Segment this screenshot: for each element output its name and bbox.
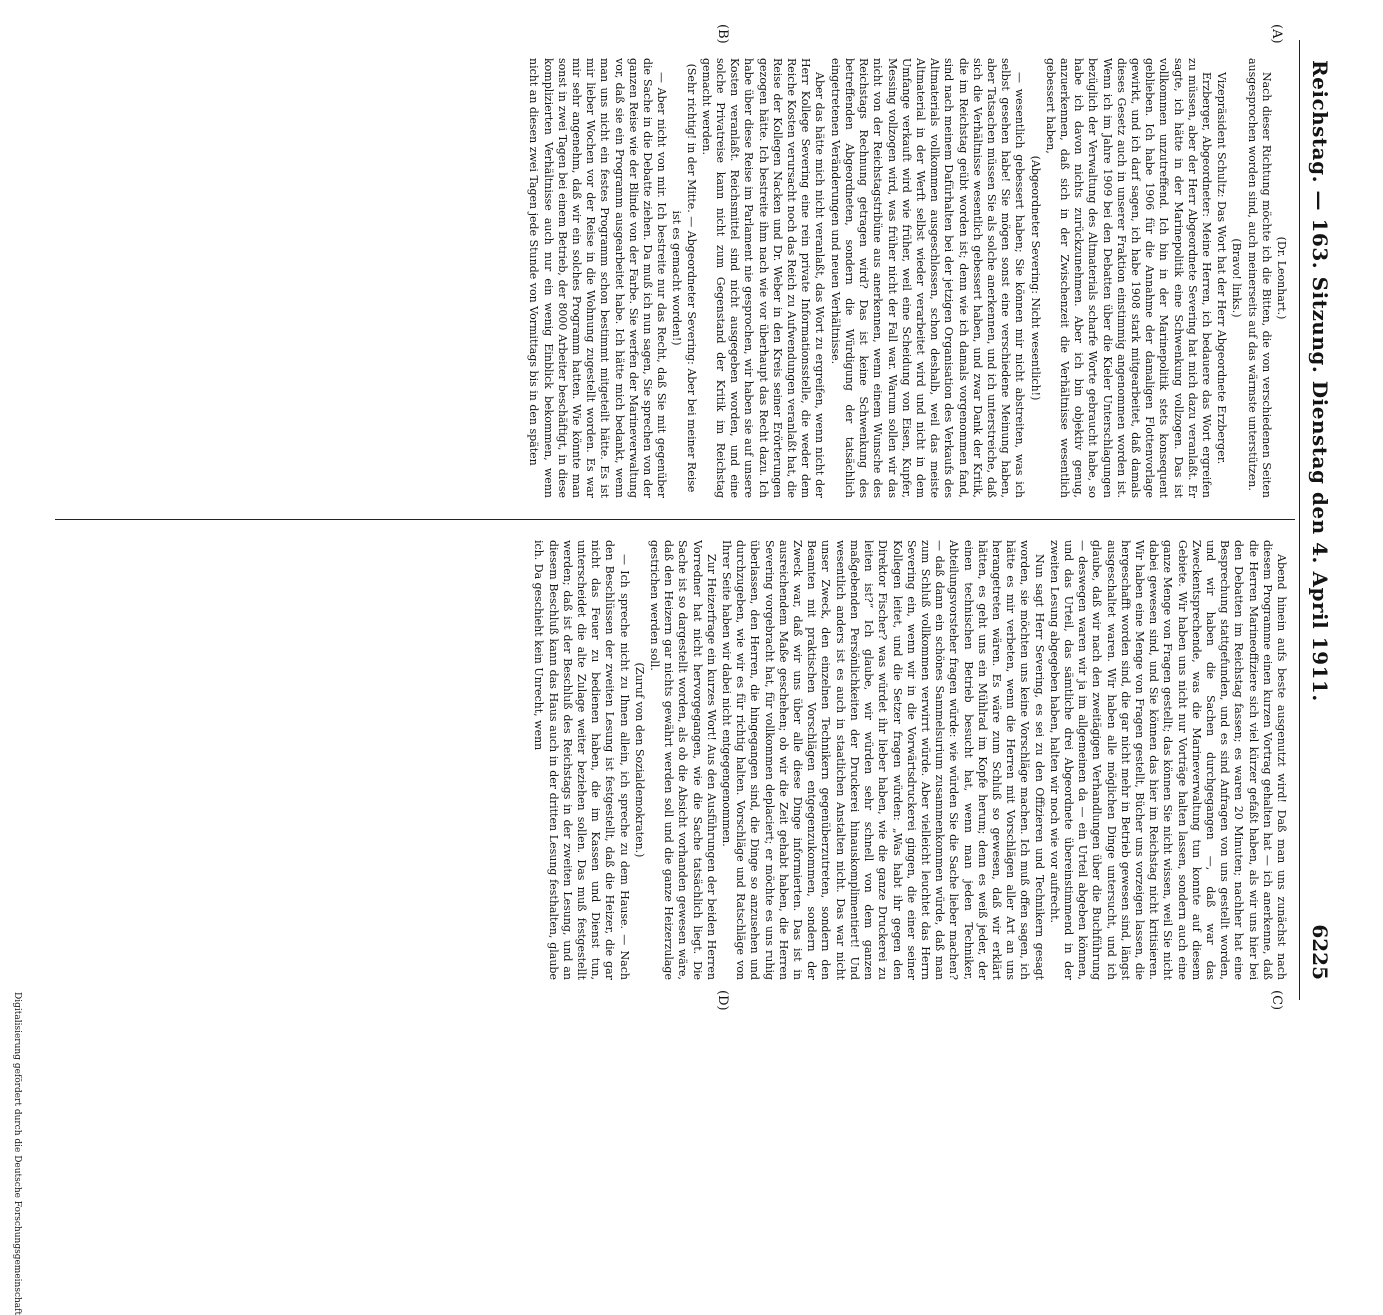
interjection: (Bravo! links.): [1230, 238, 1244, 318]
speaker-reference: (Dr. Leonhart.): [1275, 236, 1288, 320]
paragraph: Zur Heizerfrage ein kurzes Wort! Aus den Ausführungen der beiden Herren Vorredner hat nicht hervorgegangen, wie die Sache tatsächlich liegt. Die Sache ist so dargestellt worden, als ob die Absicht vorhanden gewesen wäre, daß den Heizern gar nichts gewährt werden soll und die ganze Heizerzulage gestrichen werden soll.: [648, 540, 718, 980]
paragraph: Abend hinein aufs beste ausgenutzt wird! Daß man uns zunächst nach diesem Programme einen kurzen Vortrag gehalten hat — ich anerkenne, daß die Herren Marineoffiziere sich viel kürzer gefaßt haben, als wir uns hier bei den Debatten im Reichstag fassen; es waren 20 Minuten; nachher hat eine Besprechung stattgefunden, und es sind Anfragen von uns gestellt worden, und wir haben die Sachen durchgegangen —, daß war das Zweckentsprechende, was die Marineverwaltung tun konnte auf diesem Gebiete. Wir haben uns nicht nur Vorträge halten lassen, sondern auch eine ganze Menge von Fragen gestellt; das können Sie nicht wissen, weil Sie nicht dabei gewesen sind, und Sie können das hier im Reichstag nicht kritisieren. Wir haben eine Menge von Fragen gestellt, Bücher uns vorzeigen lassen, die hergeschafft worden sind, die gar nicht mehr in Betrieb gewesen sind, längst ausgeschaltet waren. Wir haben alle möglichen Dinge untersucht, und ich glaube, daß wir nach den zweitägigen Verhandlungen über die Buchführung — deswegen waren wir ja im allgemeinen da — ein Urteil abgeben können, und das Urteil, das sämtliche drei Abgeordnete übereinstimmend in der zweiten Lesung abgegeben haben, halten wir noch wie vor aufrecht.: [1047, 540, 1288, 980]
margin-marker-d: (D): [715, 990, 730, 1011]
interjection: (Sehr richtig! in der Mitte. — Abgeordneter Severing: Aber bei meiner Reise ist es gemacht worden!): [670, 63, 698, 493]
page-header: [1300, 40, 1340, 1000]
paragraph: Erzberger, Abgeordneter: Meine Herren, ich bedauere das Wort ergreifen zu müssen, aber der Herr Abgeordnete Severing hat mich dazu veranlaßt. Er sagte, ich hätte in der Marinepolitik eine Schwenkung vollzogen. Das ist vollkommen unzutreffend. Ich bin in der Marinepolitik stets konsequent geblieben. Ich habe 1906 für die Annahme der damaligen Flottenvorlage gewirkt, und ich darf sagen, ich habe 1908 stark mitgearbeitet, daß damals dieses Gesetz auch in unserer Fraktion einstimmig angenommen worden ist. Wenn ich im Jahre 1909 bei den Debatten über die Kieler Unterschlagungen bezüglich der Verwaltung des Altmaterials scharfe Worte gebraucht habe, so habe ich davon nichts zurückzunehmen. Aber ich bin objektiv genug, anzuerkennen, daß sich in der Zwischenzeit die Verhältnisse wesentlich gebessert haben,: [1043, 58, 1213, 498]
paragraph: — wesentlich gebessert haben; Sie können mir nicht abstreiten, was ich selbst gesehen habe! Sie mögen sonst eine verschiedene Meinung haben, aber Tatsachen müssen Sie als solche anerkennen, und ich unterstreiche, daß sich die Verhältnisse wesentlich gebessert haben, und zwar Dank der Kritik, die im Reichstag geübt worden ist; denn wie ich damals vorgenommen fand, sind nach meinem Dafürhalten bei der jetzigen Organisation des Verkaufs des Altmaterials vollkommen ausgeschlossen, schon deshalb, weil das meiste Altmaterial in der Werft selbst wieder verarbeitet wird und nicht in dem Umfange verkauft wird wie früher, weil eine Scheidung von Eisen, Kupfer, Messing vollzogen wird, was früher nicht der Fall war. Warum sollen wir das nicht von der Reichstagstribüne aus anerkennen, wenn einem Wunsche des Reichstags Rechnung getragen wird? Das ist keine Schwenkung des betreffenden Abgeordneten, sondern die Würdigung der tatsächlich eingetretenen Veränderungen und neuen Verhältnisse.: [828, 58, 1027, 498]
page-number: 6225: [1308, 924, 1332, 980]
paragraph: — Ich spreche nicht zu Ihnen allein, ich spreche zu dem Hause. — Nach den Beschlüssen der zweiten Lesung ist festgestellt, daß die Heizer, die gar nicht das Feuer zu bedienen haben, die im Kassen und Dienst tun, unterscheidet die alte Zulage weiter beziehen sollen. Das muß festgestellt werden; daß ist der Beschluß des Reichstags in der zweiten Lesung, und an diesem Beschluß kann das Haus auch in der dritten Lesung festhalten, glaube ich. Da geschieht kein Unrecht, wenn: [532, 540, 631, 980]
paragraph: Aber das hätte mich nicht veranlaßt, das Wort zu ergreifen, wenn nicht der Herr Kollege Severing eine rein private Informationsstelle, die weder dem Reiche Kosten verursacht noch das Reich zu Aufwendungen veranlaßt hat, die Reise der Kollegen Nacken und Dr. Weber in den Kreis seiner Erörterungen gezogen hätte. Ich bestreite ihm nach wie vor überhaupt das Recht dazu. Ich habe über diese Reise im Parlament nie gesprochen, wir haben sie auf unsere Kosten veranlaßt. Reichsmittel sind nicht ausgegeben worden, und eine solche Privatreise kann nicht zum Gegenstand der Kritik im Reichstag gemacht werden.: [699, 58, 827, 498]
paragraph: Nach dieser Richtung möchte ich die Bitten, die von verschiedenen Seiten ausgesprochen worden sind, auch meinerseits auf das wärmste unterstützen.: [1245, 58, 1273, 498]
left-column: [52, 58, 1288, 498]
paragraph: Nun sagt Herr Severing, es sei zu den Offizieren und Technikern gesagt worden, sie möchten uns keine Vorschläge machen. Ich muß offen sagen, ich hätte es mir verbeten, wenn die Herren mit Vorschlägen aller Art an uns herangetreten wären. Es wäre zum Schluß so gewesen, daß wir erklärt hätten, es geht uns ein Mühlrad im Kopfe herum; denn es weiß jeder, der einen technischen Betrieb besucht hat, wenn man jeden Techniker, Abteilungsvorsteher fragen würde: wie würden Sie die Sache lieber machen? — daß dann ein schönes Sammelsurium zusammenkommen würde, daß man zum Schluß vollkommen verwirrt würde. Aber vielleicht leuchtet das Herrn Severing ein, wenn wir in die Vorwärtsdruckerei gingen, die einer seiner Kollegen leitet, und die Setzer fragen würden: „Was habt ihr gegen den Direktor Fischer? was würdet ihr lieber haben, wie die ganze Druckerei zu leiten ist?“ Ich glaube, wir würden sehr schnell von dem ganzen maßgebenden Persönlichkeiten der Druckerei hinauskomplimentiert! Und wesentlich anders ist es auch in staatlichen Anstalten nicht. Das war nicht unser Zweck, den einzelnen Technikern gegenüberzutreten, sondern den Beamten mit praktischen Vorschlägen entgegenzukommen, sondern der Zweck war, daß wir uns über alle diese Dinge informierten. Das ist in ausreichendem Maße geschehen; ob wir die Zeit gehabt haben, die Herren Severing vorgebracht hat, für vollkommen deplaciert; er möchte es uns ruhig überlassen, den Herren, die hingegangen sind, die Dinge so anzusehen und durchzugeben, wie wir es für richtig halten. Vorschläge und Ratschläge von Ihrer Seite haben wir dabei nicht entgegengenommen.: [720, 540, 1046, 980]
margin-marker-b: (B): [715, 24, 730, 44]
paragraph: — Aber nicht von mir. Ich bestreite nur das Recht, daß Sie mit gegenüber die Sache in die Debatte ziehen. Da muß ich nun sagen, Sie sprechen von der ganzen Reise wie der Blinde von der Farbe. Sie werfen der Marineverwaltung vor, daß sie ein Programm ausgearbeitet habe. Ich hätte mich bedankt, wenn man uns nicht ein festes Programm schon bestimmt mitgeteilt hätte. Es ist mir lieber Wochen vor der Reise in die Wohnung zugestellt worden. Es war mir sehr angenehm, daß wir ein solches Programm hatten. Wie könnte man sonst in zwei Tagen bei einem Betrieb, der 8000 Arbeiter beschäftigt, in diese komplizierten Verhältnisse auch nur ein wenig Einblick bekommen, wenn nicht an diesen zwei Tagen jede Stunde von Vormittags bis in den späten: [527, 58, 669, 498]
digitization-note: Digitalisierung gefördert durch die Deutsche Forschungsgemeinschaft: [12, 992, 22, 1315]
interjection: (Abgeordneter Severing: Nicht wesentlich!): [1028, 155, 1042, 401]
margin-marker-a: (A): [1269, 24, 1284, 44]
running-header: Reichstag. — 163. Sitzung. Dienstag den 4. April 1911.: [1308, 60, 1332, 702]
paragraph: Vizepräsident Schultz: Das Wort hat der Herr Abgeordnete Erzberger.: [1215, 72, 1229, 465]
scanned-page: [12, 24, 1340, 1315]
right-column: [52, 540, 1288, 980]
interjection: (Zuruf von den Sozialdemokraten.): [632, 662, 646, 858]
margin-marker-c: (C): [1269, 990, 1284, 1011]
header-rule: [1299, 40, 1300, 1000]
column-divider: [55, 519, 1295, 520]
